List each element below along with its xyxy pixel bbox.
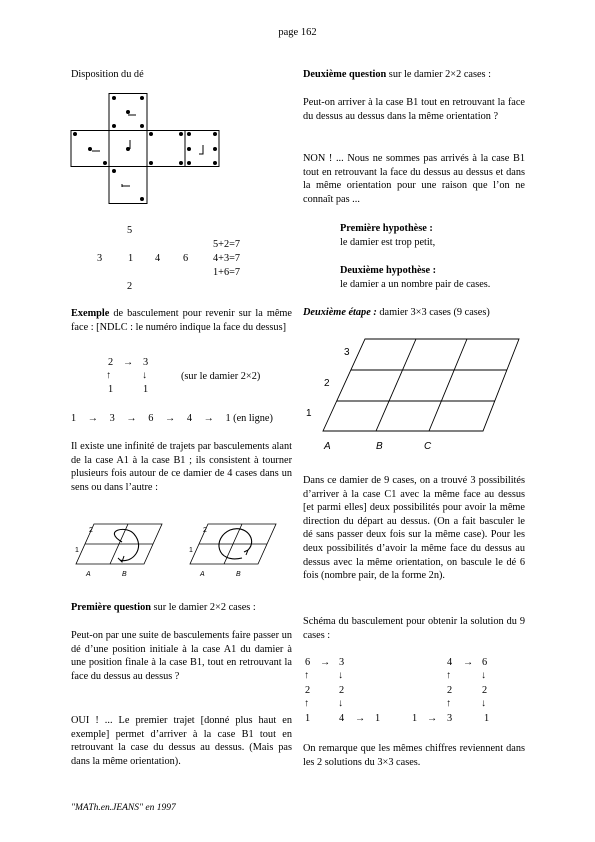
mini-right-colB: B <box>236 571 241 578</box>
question1-heading: Première question sur le damier 2×2 cases : <box>71 602 256 613</box>
damier-col-A: A <box>324 441 331 452</box>
mini-damier-left <box>72 520 172 582</box>
conclusion-paragraph: On remarque que les mêmes chiffres reviennent dans les 2 solutions du 3×3 cases. <box>303 743 525 768</box>
example-inline-path: 1 → 3 → 6 → 4 → 1 (en ligne) <box>71 413 273 424</box>
damier-row-3: 3 <box>344 347 350 358</box>
sum-line-3: 1+6=7 <box>213 267 241 278</box>
example-label: Exemple <box>71 308 110 319</box>
hypothesis1-text: le damier est trop petit, <box>340 237 436 248</box>
mini-right-row2: 2 <box>203 527 207 534</box>
example-paragraph <box>71 307 292 334</box>
example-grid-down: ↓ <box>142 370 148 381</box>
page-footer: "MATh.en.JEANS" en 1997 <box>71 803 176 813</box>
mini-left-colA: A <box>86 571 91 578</box>
step2-heading: Deuxième étape : damier 3×3 cases (9 cases) <box>303 307 490 318</box>
nine-cases-paragraph: Dans ce damier de 9 cases, on a trouvé 3 possibilités d’arriver à la case C1 avec la même face au dessus [et parmi elles] deux possibilités pour avoir la même direction du départ au dessus. (On a fait basculer le dé sans passer deux fois sur la même case). Pour les deux possibilités d’avoir la même face du dessus au dessus avec la même orientation, on bascule le dé 6 fois (nombre pair, de la forme 2n). <box>303 475 525 582</box>
example-grid-note: (sur le damier 2×2) <box>181 371 261 382</box>
damier-col-C: C <box>424 441 432 452</box>
hypothesis2-title: Deuxième hypothèse : <box>340 265 437 276</box>
example-grid-br: 1 <box>143 384 149 395</box>
damier-col-B: B <box>376 441 383 452</box>
question1-paragraph: Peut-on par une suite de basculements faire passer un dé d’une position initiale à la case A1 du damier à une position finale à la case B1, tout en retrouvant la face du dessus au dessus ? <box>71 630 292 682</box>
damier-row-1: 1 <box>306 408 312 419</box>
example-grid-up: ↑ <box>106 370 112 381</box>
sum-line-2: 4+3=7 <box>213 253 241 264</box>
example-grid-tl: 2 <box>108 357 114 368</box>
question2-heading: Deuxième question sur le damier 2×2 cases : <box>303 69 491 80</box>
dice-number-back: 6 <box>183 253 189 264</box>
question2-paragraph: Peut-on arriver à la case B1 tout en retrouvant la face du dessus au dessus dans la même orientation ? <box>303 97 525 122</box>
mini-left-row2: 2 <box>89 527 93 534</box>
dice-net-figure <box>70 93 220 205</box>
schema-diagram: 6 → 3 ↑ ↓ 2 2 ↑ ↓ 1 4 → 1 1 → 3 1 4 → 6 ↑ ↓ 2 2 ↑ ↓ <box>304 657 490 724</box>
mini-left-row1: 1 <box>75 547 79 554</box>
hypothesis1-title: Première hypothèse : <box>340 223 433 234</box>
schema-title: Schéma du basculement pour obtenir la solution du 9 cases : <box>303 616 525 641</box>
mini-damier-right <box>186 520 286 582</box>
question1-answer: OUI ! ... Le premier trajet [donné plus haut en exemple] permet d’arriver à la case B1 tout en retrouvant la case du dessus au dessus. (Mais pas dans la même orientation). <box>71 715 292 767</box>
question2-answer: NON ! ... Nous ne sommes pas arrivés à la case B1 tout en retrouvant la face du dessus au dessus et dans la même orientation pour une raison que l’on ne connaît pas ... <box>303 153 525 205</box>
damier-3x3 <box>303 334 528 454</box>
mini-right-row1: 1 <box>189 547 193 554</box>
mini-right-colA: A <box>200 571 205 578</box>
example-grid-tr: 3 <box>143 357 149 368</box>
dice-number-left: 3 <box>97 253 103 264</box>
damier-row-2: 2 <box>324 378 330 389</box>
dice-number-center: 1 <box>128 253 134 264</box>
hypothesis2-text: le damier a un nombre pair de cases. <box>340 279 491 290</box>
dice-number-top: 5 <box>127 225 133 236</box>
example-grid-bl: 1 <box>108 384 114 395</box>
infinite-paths-paragraph: Il existe une infinité de trajets par basculements alant de la case A1 à la case B1 ; ils consistent à tourner plusieurs fois autour de ce damier de 4 cases dans un sens ou dans l’autre : <box>71 441 292 493</box>
example-text: de basculement pour revenir sur la même face : [NDLC : le numéro indique la face du dessus] <box>71 308 292 333</box>
example-grid-arrow: → <box>123 357 134 368</box>
sum-line-1: 5+2=7 <box>213 239 241 250</box>
dice-number-right: 4 <box>155 253 161 264</box>
mini-left-colB: B <box>122 571 127 578</box>
dice-number-bottom: 2 <box>127 281 133 292</box>
page-header: page 162 <box>278 27 317 38</box>
dice-layout-title: Disposition du dé <box>71 69 144 80</box>
